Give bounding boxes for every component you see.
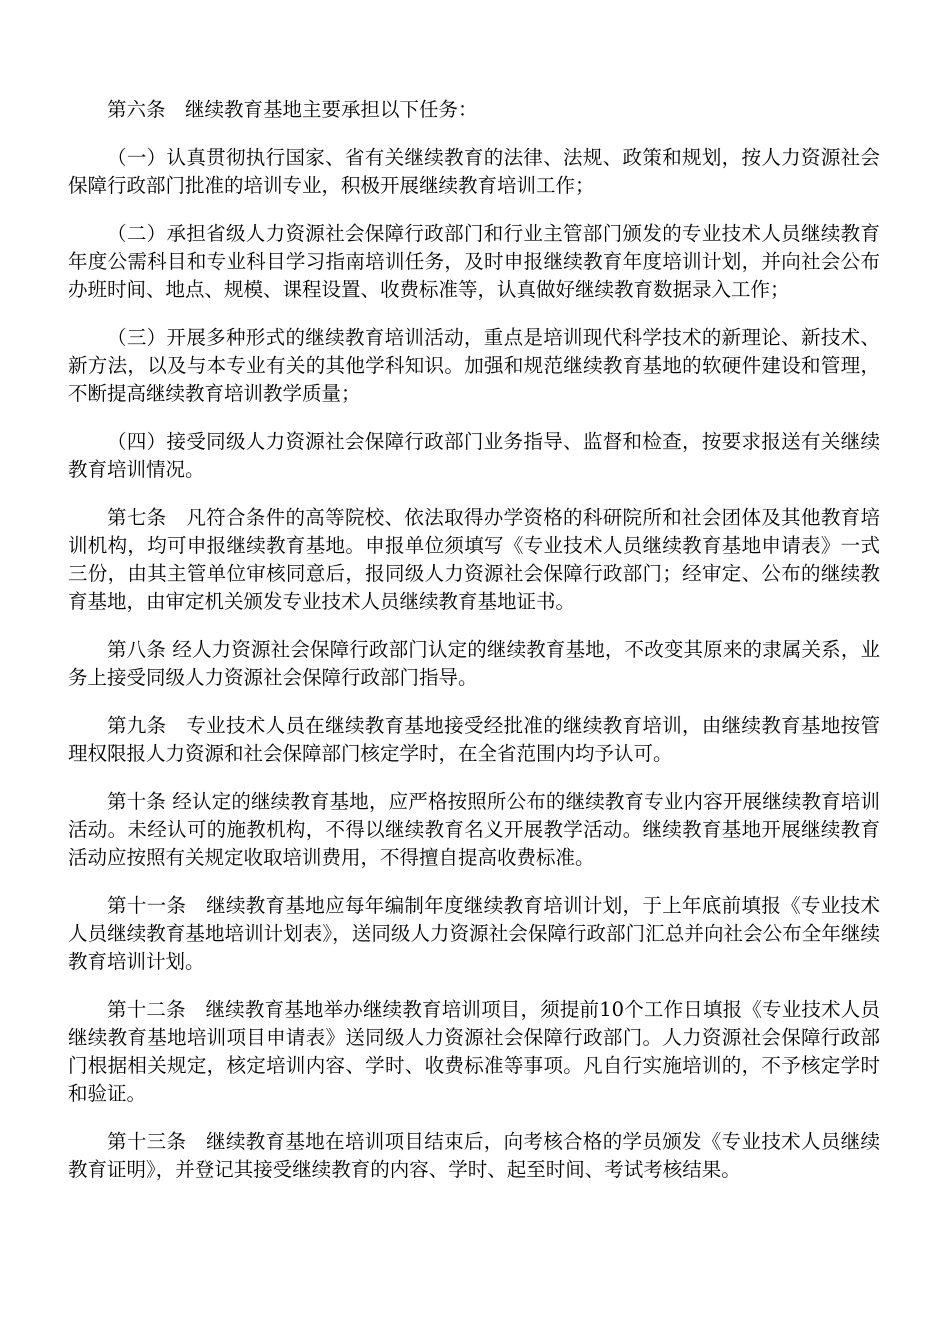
article-12: 第十二条 继续教育基地举办继续教育培训项目，须提前10个工作日填报《专业技术人员继续教育基地培训项目申请表》送同级人力资源社会保障行政部门。人力资源社会保障行政部门根据相关规定，核定培训内容、学时、收费标准等事项。凡自行实施培训的，不予核定学时和验证。 — [68, 998, 880, 1105]
article-6-item-2: （二）承担省级人力资源社会保障行政部门和行业主管部门颁发的专业技术人员继续教育年度公需科目和专业科目学习指南培训任务，及时申报继续教育年度培训计划，并向社会公布办班时间、地点、规模、课程设置、收费标准等，认真做好继续教育数据录入工作； — [68, 222, 880, 301]
article-8: 第八条 经人力资源社会保障行政部门认定的继续教育基地，不改变其原来的隶属关系，业务上接受同级人力资源社会保障行政部门指导。 — [68, 638, 880, 689]
article-6-heading: 第六条 继续教育基地主要承担以下任务： — [107, 98, 478, 121]
article-6-item-4: （四）接受同级人力资源社会保障行政部门业务指导、监督和检查，按要求报送有关继续教育培训情况。 — [68, 430, 880, 481]
article-6-item-1: （一）认真贯彻执行国家、省有关继续教育的法律、法规、政策和规划，按人力资源社会保障行政部门批准的培训专业，积极开展继续教育培训工作； — [68, 146, 880, 197]
article-7: 第七条 凡符合条件的高等院校、依法取得办学资格的科研院所和社会团体及其他教育培训机构，均可申报继续教育基地。申报单位须填写《专业技术人员继续教育基地申请表》一式三份，由其主管单位审核同意后，报同级人力资源社会保障行政部门；经审定、公布的继续教育基地，由审定机关颁发专业技术人员继续教育基地证书。 — [68, 506, 880, 613]
article-13: 第十三条 继续教育基地在培训项目结束后，向考核合格的学员颁发《专业技术人员继续教育证明》，并登记其接受继续教育的内容、学时、起至时间、考试考核结果。 — [68, 1130, 880, 1181]
article-6-item-3: （三）开展多种形式的继续教育培训活动，重点是培训现代科学技术的新理论、新技术、新方法，以及与本专业有关的其他学科知识。加强和规范继续教育基地的软硬件建设和管理，不断提高继续教育培训教学质量； — [68, 326, 880, 405]
article-9: 第九条 专业技术人员在继续教育基地接受经批准的继续教育培训，由继续教育基地按管理权限报人力资源和社会保障部门核定学时，在全省范围内均予认可。 — [68, 714, 880, 765]
article-10: 第十条 经认定的继续教育基地，应严格按照所公布的继续教育专业内容开展继续教育培训活动。未经认可的施教机构，不得以继续教育名义开展教学活动。继续教育基地开展继续教育活动应按照有关规定收取培训费用，不得擅自提高收费标准。 — [68, 790, 880, 869]
article-11: 第十一条 继续教育基地应每年编制年度继续教育培训计划，于上年底前填报《专业技术人员继续教育基地培训计划表》，送同级人力资源社会保障行政部门汇总并向社会公布全年继续教育培训计划。 — [68, 894, 880, 973]
document-body — [68, 96, 880, 1204]
